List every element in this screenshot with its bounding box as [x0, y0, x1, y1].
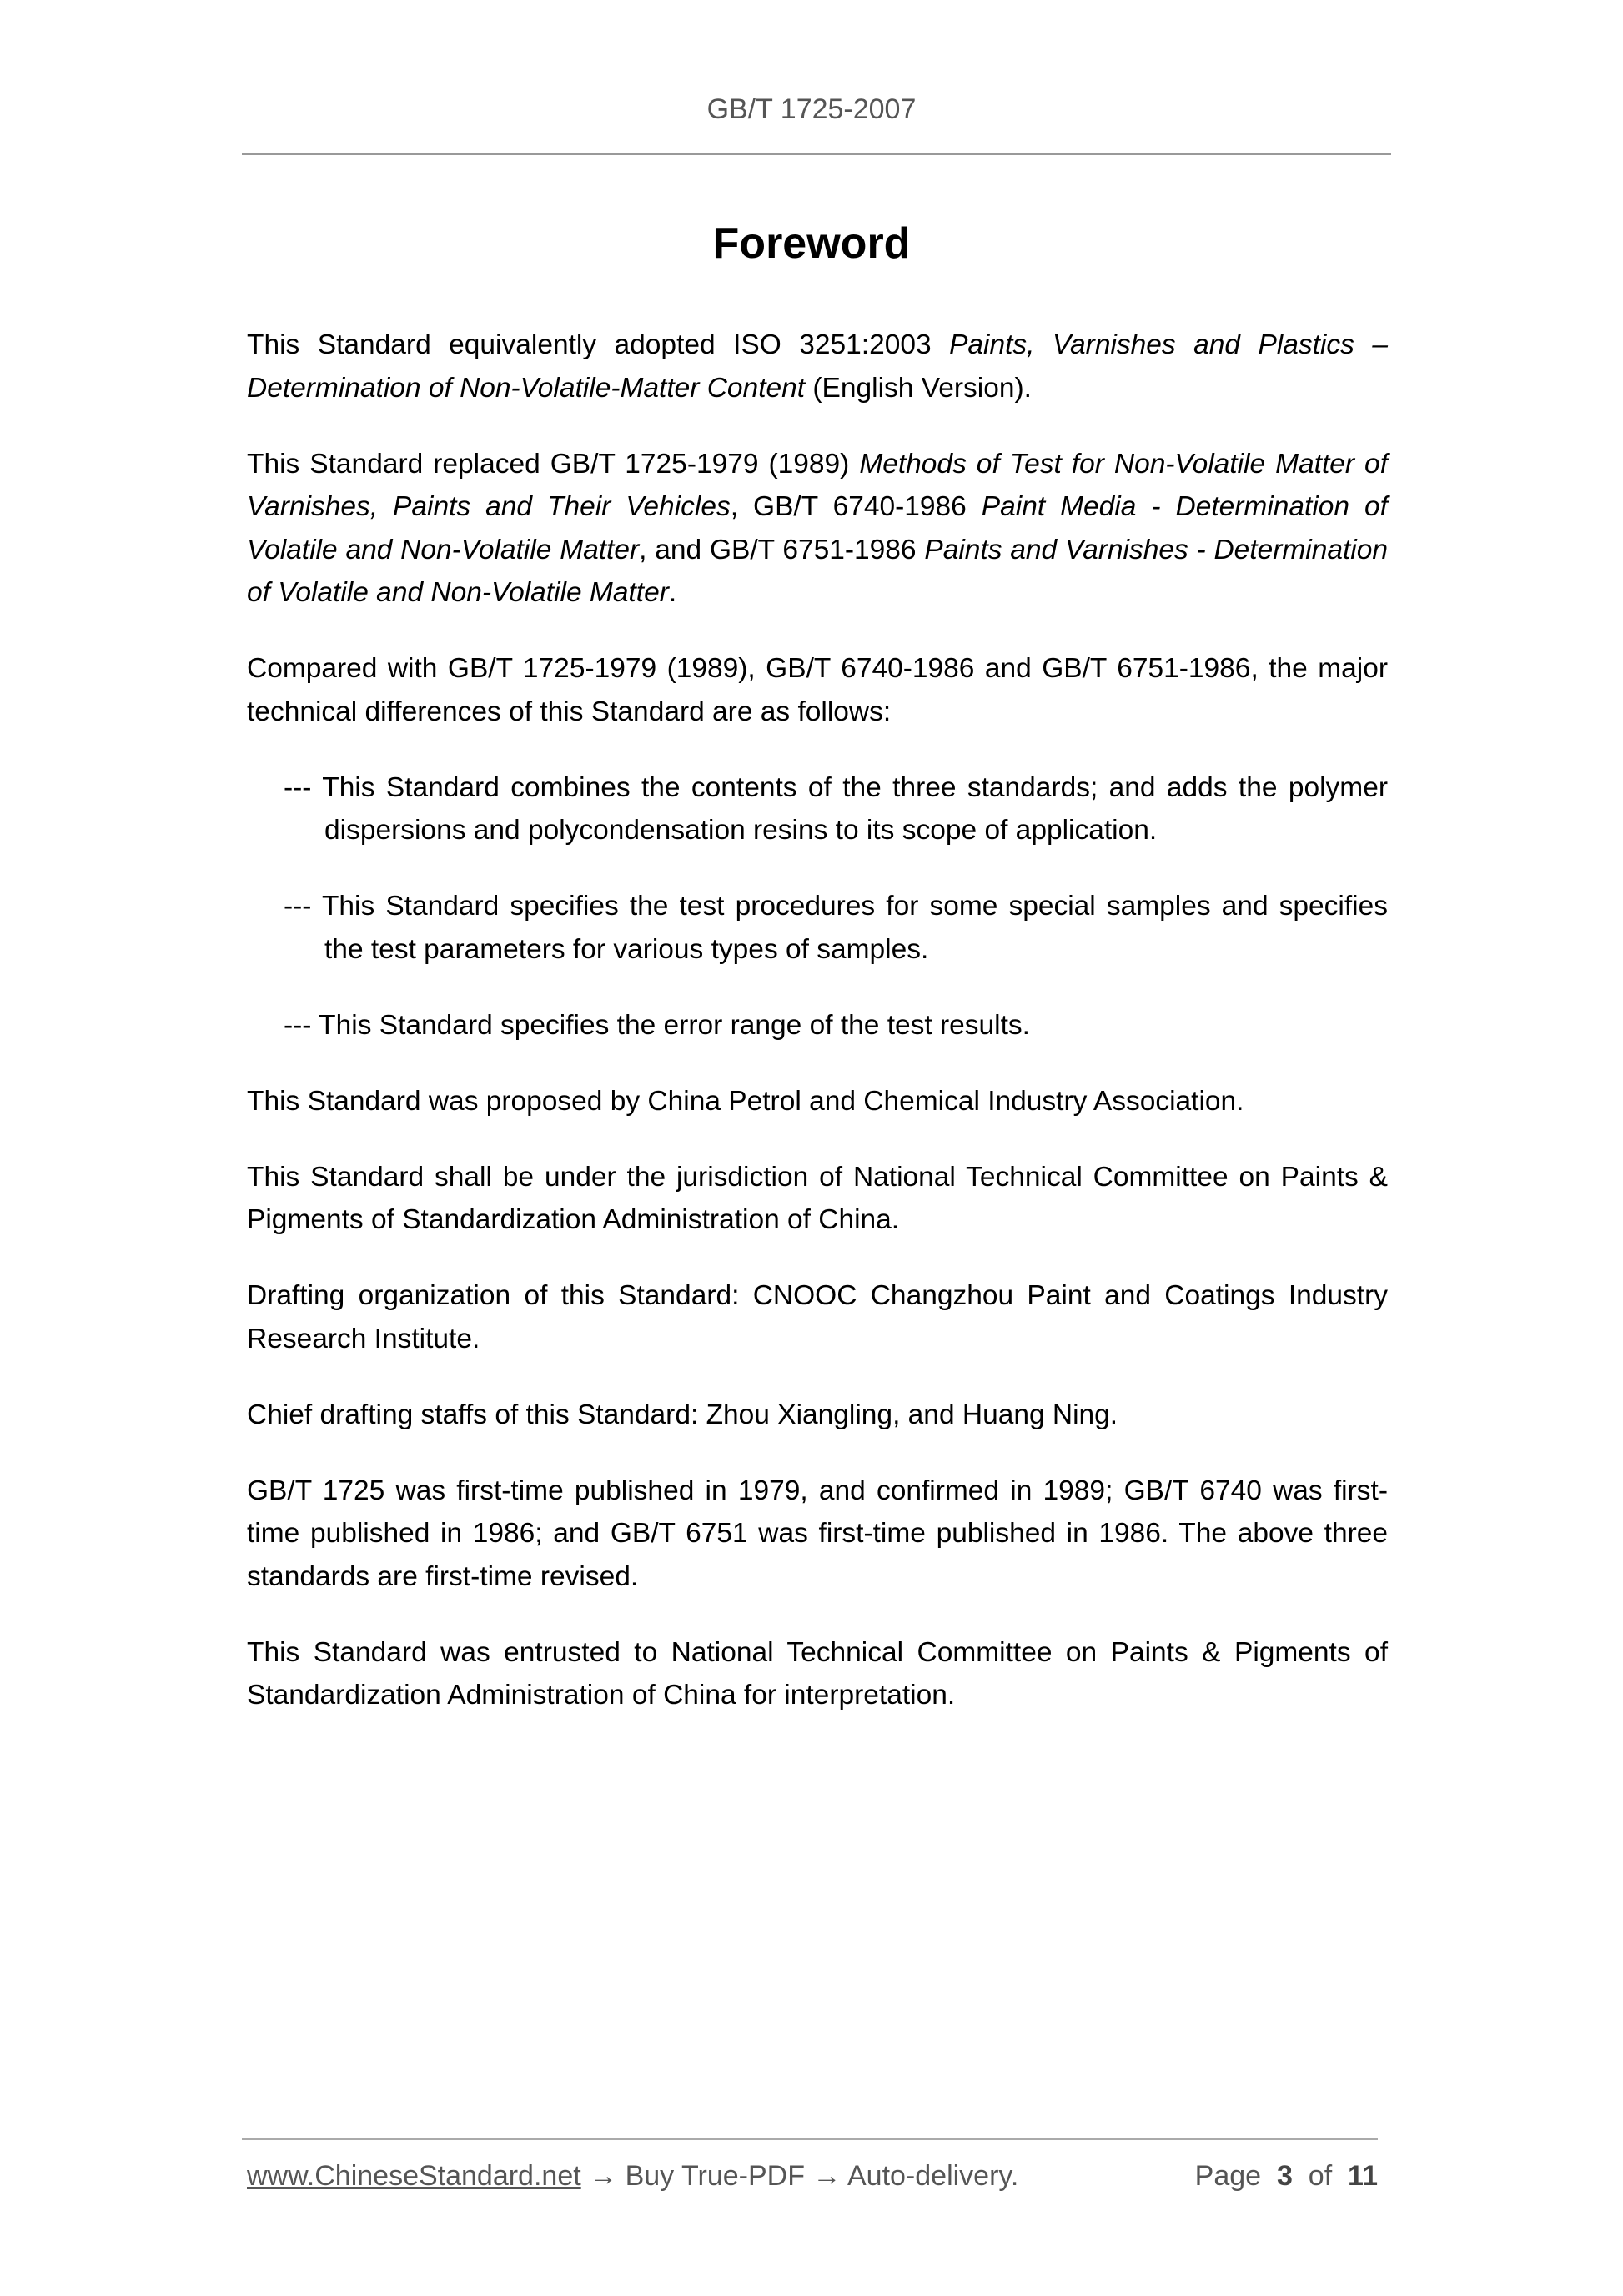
page-indicator — [1195, 2160, 1378, 2193]
paragraph — [247, 1274, 1388, 1360]
italic-title-text: Methods of Test for Non-Volatile Matter of Varnishes, Paints and Their Vehicles — [247, 448, 1388, 522]
paragraph — [247, 1470, 1388, 1599]
paragraph — [247, 324, 1388, 409]
paragraph — [247, 1080, 1388, 1123]
paragraph — [247, 1394, 1388, 1437]
paragraph-text: --- This Standard specifies the test procedures for some special samples and specifies the test parameters for various types of samples. — [284, 891, 1388, 965]
foreword-body — [247, 324, 1388, 1750]
page-title: Foreword — [712, 219, 911, 268]
page-label: Page — [1194, 2160, 1262, 2192]
paragraph-text: This Standard was entrusted to National Technical Committee on Paints & Pigments of Standardization Administration of China for interpretation. — [247, 1636, 1388, 1711]
italic-title-text: Paint Media - Determination of Volatile and Non-Volatile Matter — [247, 491, 1388, 565]
paragraph-text: Drafting organization of this Standard: CNOOC Changzhou Paint and Coatings Industry Research Institute. — [247, 1280, 1388, 1354]
header-divider — [242, 153, 1391, 155]
paragraph-text: GB/T 1725 was first-time published in 1979, and confirmed in 1989; GB/T 6740 was first-time published in 1986; and GB/T 6751 was first-time published in 1986. The above three standards are first-time revised. — [247, 1475, 1388, 1592]
paragraph-text: This Standard replaced GB/T 1725-1979 (1989) — [247, 448, 860, 480]
italic-title-text: Paints, Varnishes and Plastics – Determination of Non-Volatile-Matter Content — [247, 329, 1388, 404]
footer-divider — [242, 2138, 1378, 2140]
paragraph-text: , GB/T 6740-1986 — [730, 491, 982, 522]
page-total: 11 — [1348, 2160, 1378, 2192]
paragraph-text: (English Version). — [805, 372, 1032, 404]
footer-promo: → Buy True-PDF → Auto-delivery. — [580, 2160, 1019, 2192]
paragraph — [247, 1156, 1388, 1242]
paragraph — [247, 443, 1388, 615]
website-link[interactable]: www.ChineseStandard.net — [247, 2160, 581, 2192]
paragraph-text: Chief drafting staffs of this Standard: Zhou Xiangling, and Huang Ning. — [247, 1399, 1118, 1430]
page-current: 3 — [1276, 2160, 1293, 2192]
bullet-item — [247, 1004, 1388, 1048]
paragraph-text: This Standard shall be under the jurisdiction of National Technical Committee on Paints & Pigments of Standardization Administration of China. — [247, 1161, 1388, 1235]
paragraph-text: This Standard was proposed by China Petrol and Chemical Industry Association. — [247, 1085, 1244, 1117]
page-footer — [247, 2160, 1378, 2193]
paragraph-text: --- This Standard combines the contents of the three standards; and adds the polymer dispersions and polycondensation resins to its scope of application. — [284, 771, 1388, 846]
bullet-item — [247, 885, 1388, 971]
paragraph-text: Compared with GB/T 1725-1979 (1989), GB/T 6740-1986 and GB/T 6751-1986, the major technical differences of this Standard are as follows: — [247, 653, 1388, 727]
paragraph-text: This Standard equivalently adopted ISO 3251:2003 — [247, 329, 950, 360]
paragraph — [247, 647, 1388, 733]
paragraph-text: . — [668, 577, 677, 608]
bullet-item — [247, 766, 1388, 852]
paragraph-text: --- This Standard specifies the error range of the test results. — [284, 1009, 1030, 1041]
of-label: of — [1308, 2160, 1333, 2192]
paragraph — [247, 1631, 1388, 1717]
running-header: GB/T 1725-2007 — [706, 93, 917, 125]
paragraph-text: , and GB/T 6751-1986 — [639, 534, 925, 565]
italic-title-text: Paints and Varnishes - Determination of Volatile and Non-Volatile Matter — [247, 534, 1389, 608]
